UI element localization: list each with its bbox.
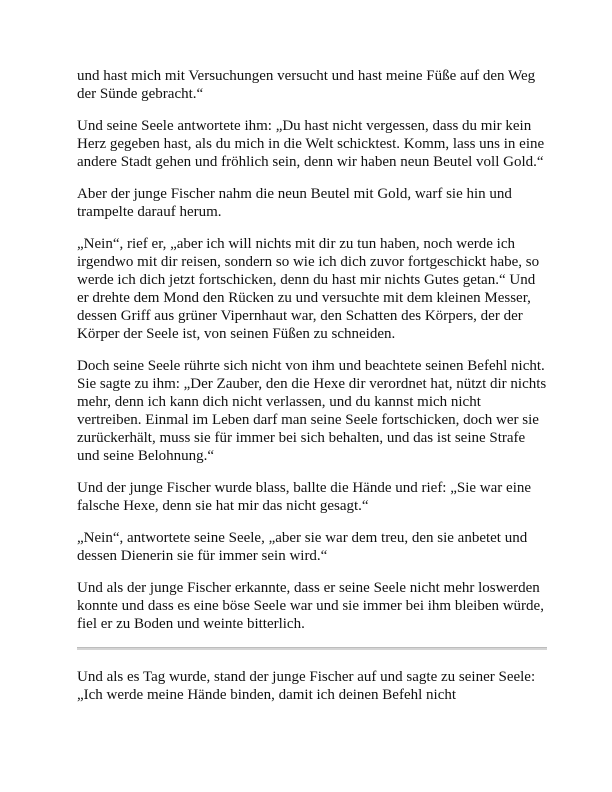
paragraph: Doch seine Seele rührte sich nicht von ihm und beachtete seinen Befehl nicht. Sie sagte zu ihm: „Der Zauber, den die Hexe dir verordnet hat, nützt dir nichts mehr, denn ich kann dich nicht verlassen, und du kannst mich nicht vertreiben. Einmal im Leben darf man seine Seele fortschicken, doch wer sie zurückerhält, muss sie für immer bei sich behalten, und das ist seine Strafe und seine Belohnung.“ <box>77 358 547 464</box>
paragraph: Aber der junge Fischer nahm die neun Beutel mit Gold, warf sie hin und trampelte darauf herum. <box>77 186 512 220</box>
paragraph: „Nein“, antwortete seine Seele, „aber sie war dem treu, den sie anbetet und dessen Dienerin sie für immer sein wird.“ <box>77 530 528 564</box>
paragraph: Und als der junge Fischer erkannte, dass er seine Seele nicht mehr loswerden konnte und dass es eine böse Seele war und sie immer bei ihm bleiben würde, fiel er zu Boden und weinte bitterlich. <box>77 580 544 632</box>
paragraph: Und als es Tag wurde, stand der junge Fischer auf und sagte zu seiner Seele: „Ich werde meine Hände binden, damit ich deinen Befehl nicht <box>77 669 536 703</box>
paragraph: Und seine Seele antwortete ihm: „Du hast nicht vergessen, dass du mir kein Herz gegeben hast, als du mich in die Welt schicktest. Komm, lass uns in eine andere Stadt gehen und fröhlich sein, denn wir haben neun Beutel voll Gold.“ <box>77 118 545 170</box>
horizontal-rule-divider <box>77 647 547 650</box>
paragraph: Und der junge Fischer wurde blass, ballte die Hände und rief: „Sie war eine falsche Hexe, denn sie hat mir das nicht gesagt.“ <box>77 480 532 514</box>
document-page <box>77 67 547 718</box>
paragraph: und hast mich mit Versuchungen versucht und hast meine Füße auf den Weg der Sünde gebracht.“ <box>77 68 536 102</box>
paragraph: „Nein“, rief er, „aber ich will nichts mit dir zu tun haben, noch werde ich irgendwo mit dir reisen, sondern so wie ich dich zuvor fortgeschickt habe, so werde ich dich jetzt fortschicken, denn du hast mir nichts Gutes getan.“ Und er drehte dem Mond den Rücken zu und versuchte mit dem kleinen Messer, dessen Griff aus grüner Vipernhaut war, den Schatten des Körpers, der der Körper der Seele ist, von seinen Füßen zu schneiden. <box>77 236 540 342</box>
